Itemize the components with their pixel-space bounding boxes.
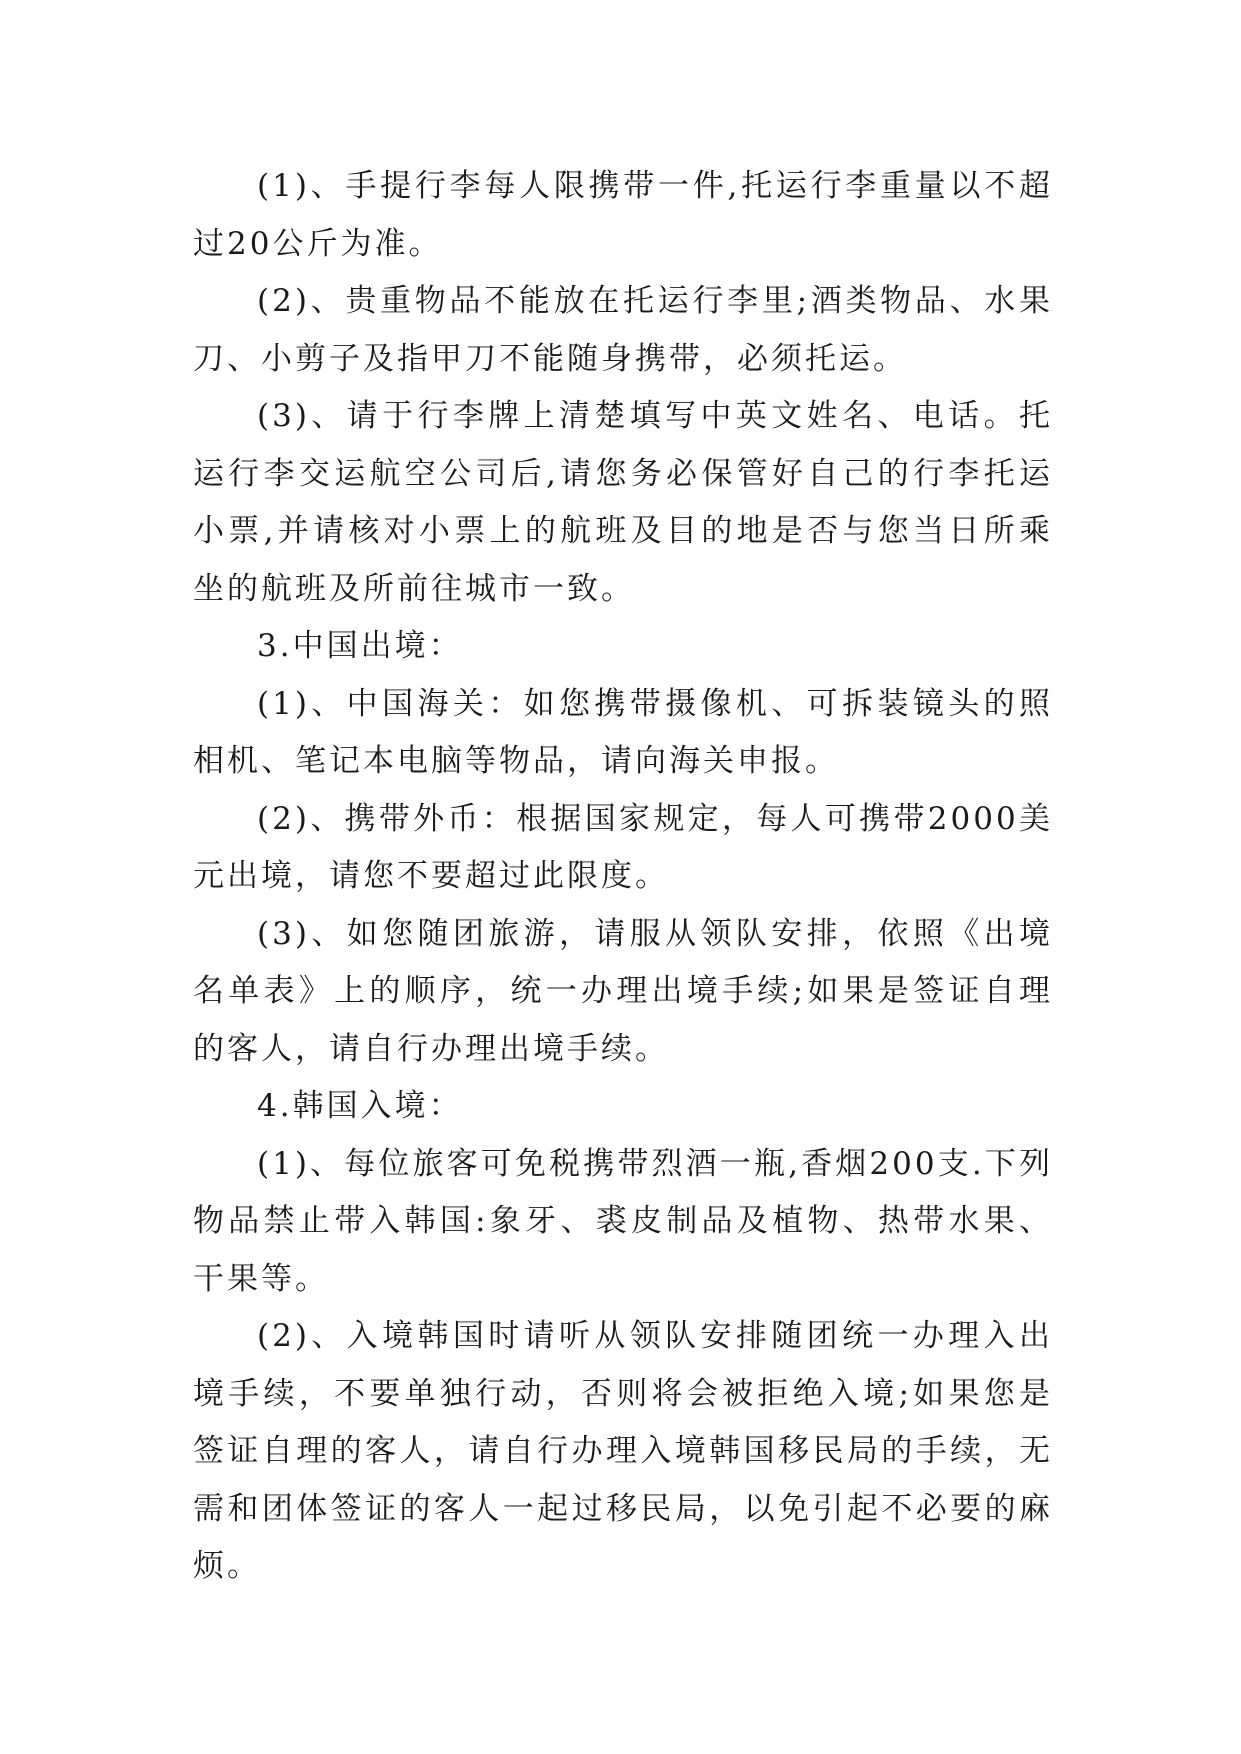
paragraph-duty-free: (1)、每位旅客可免税携带烈酒一瓶,香烟200支.下列物品禁止带入韩国:象牙、裘皮制品及植物、热带水果、干果等。	[193, 1145, 1053, 1297]
paragraph-korea-immigration: (2)、入境韩国时请听从领队安排随团统一办理入出境手续，不要单独行动，否则将会被拒绝入境;如果您是签证自理的客人，请自行办理入境韩国移民局的手续，无需和团体签证的客人一起过移民局，以免引起不必要的麻烦。	[193, 1318, 1053, 1584]
paragraph-luggage-tag: (3)、请于行李牌上清楚填写中英文姓名、电话。托运行李交运航空公司后,请您务必保管好自己的行李托运小票,并请核对小票上的航班及目的地是否与您当日所乘坐的航班及所前往城市一致。	[193, 398, 1053, 607]
paragraph-luggage-limit: (1)、手提行李每人限携带一件,托运行李重量以不超过20公斤为准。	[193, 168, 1053, 262]
paragraph-valuables: (2)、贵重物品不能放在托运行李里;酒类物品、水果刀、小剪子及指甲刀不能随身携带，必须托运。	[193, 283, 1053, 377]
paragraph-group-exit: (3)、如您随团旅游，请服从领队安排，依照《出境名单表》上的顺序，统一办理出境手续;如果是签证自理的客人，请自行办理出境手续。	[193, 915, 1053, 1067]
document-body	[193, 158, 1053, 1596]
section-heading-china-exit: 3.中国出境：	[257, 628, 463, 664]
paragraph-foreign-currency: (2)、携带外币：根据国家规定，每人可携带2000美元出境，请您不要超过此限度。	[193, 800, 1053, 894]
paragraph-china-customs: (1)、中国海关：如您携带摄像机、可拆装镜头的照相机、笔记本电脑等物品，请向海关申报。	[193, 685, 1053, 779]
section-heading-korea-entry: 4.韩国入境：	[257, 1088, 463, 1124]
